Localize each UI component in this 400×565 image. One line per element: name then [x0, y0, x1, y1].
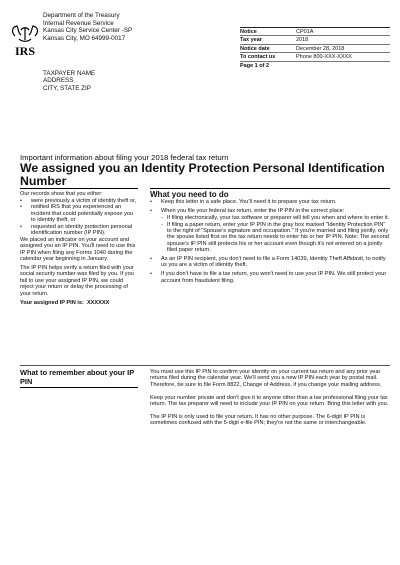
- left-paragraph: We placed an indicator on your account and assigned you an IP PIN. You'll need to use this IP PIN when filing any Forms 1040 during the calendar year beginning in January.: [20, 236, 136, 263]
- notice-label: To contact us: [240, 53, 296, 61]
- notice-value: CP01A: [296, 28, 390, 36]
- assigned-pin-value: XXXXXX: [86, 299, 110, 306]
- assigned-pin-label: Your assigned IP PIN is:: [20, 299, 84, 306]
- sub-list: [161, 215, 390, 254]
- notice-value: 2018: [296, 36, 390, 44]
- notice-row: [240, 53, 390, 61]
- list-item-text: When you file your federal tax return, enter the IP PIN in the correct place:: [161, 207, 345, 214]
- agency-line: Department of the Treasury: [43, 12, 120, 19]
- list-item: • notified IRS that you experienced an incident that could potentially expose you to identity theft, or: [20, 204, 138, 223]
- remember-paragraph: You must use this IP PIN to confirm your identity on your current tax return and any prior year returns filed during the calendar year. We'll send you a new IP PIN each year by postal mail. Therefore, be sure to file Form 8822, Change of Address, if you change your mailing address.: [150, 369, 382, 388]
- notice-value: Phone 800-XXX-XXXX: [296, 53, 390, 61]
- page-title: We assigned you an Identity Protection Personal Identification Number: [20, 161, 385, 189]
- notice-info-table: [240, 27, 390, 69]
- list-item: • Keep this letter in a safe place. You'll need it to prepare your tax return.: [150, 199, 390, 205]
- notice-label: Notice date: [240, 44, 296, 52]
- section-title: What you need to do: [150, 190, 229, 199]
- page-indicator: Page 1 of 2: [240, 62, 270, 69]
- sub-list-item: - If filing electronically, your tax software or preparer will tell you when and where to enter it.: [161, 215, 390, 221]
- address-line: ADDRESS: [43, 77, 74, 85]
- list-item: • requested an identity protection personal identification number (IP PIN).: [20, 224, 138, 237]
- logo-text: IRS: [14, 44, 36, 58]
- divider: [20, 188, 138, 189]
- remember-paragraph: The IP PIN is only used to file your return. It has no other purpose. The 6-digit IP PIN is sometimes confused with the 5-digit e-file PIN; they're not the same or interchangeable.: [150, 413, 367, 427]
- todo-list: [150, 199, 390, 284]
- divider: [20, 365, 390, 366]
- remember-body: [150, 369, 390, 433]
- irs-eagle-logo-icon: [9, 22, 41, 58]
- left-lead: Our records show that you either:: [20, 191, 103, 197]
- list-item: [150, 208, 390, 254]
- agency-line: Kansas City Service Center -SP: [43, 27, 133, 35]
- list-item: • were previously a victim of identity theft or,: [20, 198, 138, 204]
- address-line: TAXPAYER NAME: [43, 70, 96, 77]
- list-item: • As an IP PIN recipient, you don't need to file a Form 14039, Identity Theft Affidavit, to notify us you are a victim of identity theft.: [150, 256, 390, 269]
- assigned-pin-line: [20, 300, 138, 306]
- sub-list-item: - If filing a paper return, enter your IP PIN in the gray box marked "Identity Protection PIN" to the right of "Spouse's signature and occupation." If you're married and filing jointly, only the spouse listed first on the tax return needs to enter his or her IP PIN. Note: The second spouse's IP PIN still protects his or her account even though it's not entered on a jointly filed paper return.: [161, 222, 390, 254]
- notice-row: [240, 28, 390, 36]
- notice-value: December 28, 2018: [296, 44, 390, 52]
- right-column: [150, 199, 390, 286]
- section-title: What to remember about your IP PIN: [20, 368, 135, 386]
- notice-row: [240, 44, 390, 52]
- left-column: [20, 191, 138, 306]
- notice-label: Tax year: [240, 36, 296, 44]
- divider: [20, 387, 138, 388]
- agency-line: Kansas City, MO 64999-0017: [43, 34, 126, 42]
- agency-line: Internal Revenue Service: [43, 19, 114, 27]
- notice-row: [240, 61, 390, 69]
- left-paragraph: The IP PIN helps verify a return filed with your social security number was filed by you. If you fail to use your assigned IP PIN, we could reject your return or delay the processing of your return.: [20, 265, 134, 297]
- taxpayer-address: [43, 70, 95, 92]
- notice-label: Notice: [240, 28, 296, 36]
- intro-text: Important information about filing your 2018 federal tax return: [20, 153, 229, 162]
- remember-paragraph: Keep your number private and don't give it to anyone other than a tax professional filing your tax return. The tax preparer will need to include your IP PIN on your return. Bring this letter with you.: [150, 394, 389, 408]
- agency-block: [43, 12, 132, 42]
- list-item: • If you don't have to file a tax return, you won't need to use your IP PIN. We still protect your account from fraudulent filing.: [150, 271, 390, 284]
- address-line: CITY, STATE ZIP: [43, 84, 91, 92]
- reasons-list: [20, 198, 138, 236]
- notice-row: [240, 36, 390, 44]
- divider: [150, 188, 390, 189]
